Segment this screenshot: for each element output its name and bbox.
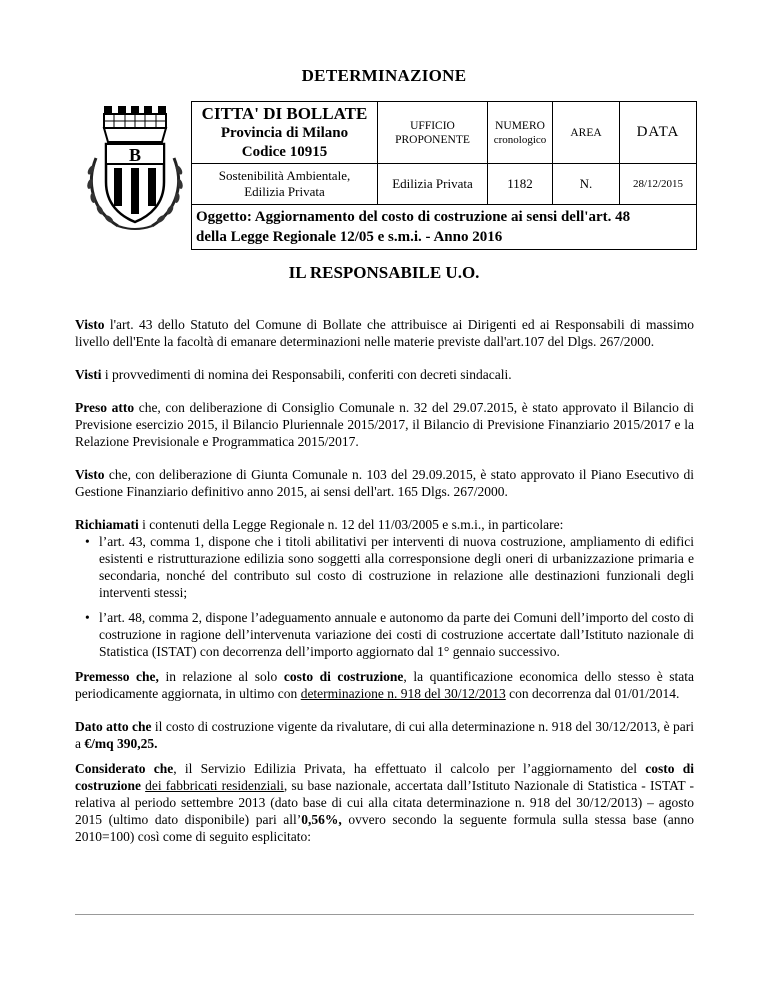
number-value-cell: 1182	[488, 164, 553, 205]
number-header-line1: NUMERO	[495, 119, 545, 132]
paragraph-lead: Preso atto	[75, 400, 135, 415]
paragraph-emphasis: costo di costruzione	[75, 761, 694, 793]
subject-cell	[192, 205, 697, 250]
paragraph-visto-statuto	[75, 316, 694, 350]
paragraph-preso-atto	[75, 399, 694, 450]
article-list	[75, 533, 694, 660]
paragraph-text: i contenuti della Legge Regionale n. 12 del 11/03/2005 e s.m.i., in particolare:	[138, 517, 564, 532]
paragraph-text: , su base nazionale, accertata dall’Istituto Nazionale di Statistica - ISTAT - relativa al periodo settembre 2013 (dato base di cui alla citata determinazione n. 918 del 30/12/2013) – agosto 2015 (ultimo dato disponibile) pari all’	[75, 778, 695, 827]
determination-reference: determinazione n. 918 del 30/12/2013	[300, 686, 506, 701]
city-cell	[192, 102, 378, 164]
sector-cell	[192, 164, 378, 205]
subject-line2: della Legge Regionale 12/05 e s.m.i. - Anno 2016	[196, 229, 503, 245]
paragraph-lead: Visto	[75, 317, 105, 332]
paragraph-lead: Visti	[75, 367, 102, 382]
cost-value: €/mq 390,25.	[84, 736, 158, 751]
paragraph-lead: Considerato che	[75, 761, 174, 776]
paragraph-text: i provvedimenti di nomina dei Responsabili, conferiti con decreti sindacali.	[101, 367, 512, 382]
area-value-cell: N.	[553, 164, 620, 205]
residential-buildings-reference: dei fabbricati residenziali	[145, 778, 284, 793]
paragraph-text: ovvero secondo la seguente formula sulla stessa base (anno 2010=100) così come di seguito esplicitato:	[75, 812, 694, 844]
paragraph-lead: Premesso che,	[75, 669, 159, 684]
date-header-cell: DATA	[620, 102, 697, 164]
paragraph-visto-giunta	[75, 466, 694, 500]
sector-line1: Sostenibilità Ambientale,	[218, 168, 351, 183]
paragraph-text: , la quantificazione economica dello stesso è stata periodicamente aggiornata, in ultimo con	[75, 669, 695, 701]
paragraph-visti-nomina	[75, 366, 694, 383]
date-value-cell: 28/12/2015	[620, 164, 697, 205]
city-code: Codice 10915	[241, 143, 328, 160]
paragraph-text: il costo di costruzione vigente da rivalutare, di cui alla determinazione n. 918 del 30/12/2013, è pari a	[75, 719, 694, 751]
paragraph-emphasis: costo di costruzione	[283, 669, 404, 684]
coat-of-arms-icon	[78, 98, 192, 234]
city-name: CITTA' DI BOLLATE	[201, 103, 368, 123]
office-header-line2: PROPONENTE	[395, 133, 470, 146]
header-table	[191, 101, 697, 250]
document-body	[75, 316, 694, 845]
paragraph-text: che, con deliberazione di Giunta Comunale n. 103 del 29.09.2015, è stato approvato il Piano Esecutivo di Gestione Finanziario definitivo anno 2015, ai sensi dell'art. 165 Dlgs. 267/2000.	[75, 467, 694, 499]
number-header-cell	[488, 102, 553, 164]
paragraph-text: , il Servizio Edilizia Privata, ha effettuato il calcolo per l’aggiornamento del	[173, 761, 646, 776]
office-value-cell: Edilizia Privata	[378, 164, 488, 205]
paragraph-lead: Richiamati	[75, 517, 139, 532]
paragraph-premesso	[75, 668, 694, 702]
paragraph-richiamati	[75, 516, 694, 533]
paragraph-lead: Dato atto che	[75, 719, 152, 734]
subject-line1: Oggetto: Aggiornamento del costo di costruzione ai sensi dell'art. 48	[196, 209, 631, 225]
section-title: IL RESPONSABILE U.O.	[288, 263, 480, 282]
office-header-cell	[378, 102, 488, 164]
area-header-cell: AREA	[553, 102, 620, 164]
document-title: DETERMINAZIONE	[301, 66, 467, 85]
list-item-art48: • l’art. 48, comma 2, dispone l’adeguamento annuale e autonomo da parte dei Comuni dell’importo del costo di costruzione in ragione dell’intervenuta variazione dei costi di costruzione accertate dall’Istituto nazionale di Statistica (ISTAT) con decorrenza dell’importo aggiornato dal 1° gennaio successivo.	[99, 609, 694, 660]
percentage-value: 0,56%,	[301, 812, 342, 827]
list-item-art43: • l’art. 43, comma 1, dispone che i titoli abilitativi per interventi di nuova costruzione, ampliamento di edifici esistenti e ristrutturazione edilizia sono soggetti alla corresponsione degli oneri di urbanizzazione primaria e secondaria, nonché del contributo sul costo di costruzione in relazione alle destinazioni funzionali degli interventi stessi;	[99, 533, 694, 601]
province-name: Provincia di Milano	[220, 124, 349, 141]
office-header-line1: UFFICIO	[410, 119, 455, 132]
svg-text:B: B	[128, 145, 142, 165]
number-header-line2: cronologico	[493, 133, 547, 146]
paragraph-text: l'art. 43 dello Statuto del Comune di Bollate che attribuisce ai Dirigenti ed ai Responsabili di massimo livello dell'Ente la facoltà di emanare determinazioni nelle materie previste dall'art.107 del Dlgs. 267/2000.	[75, 317, 694, 349]
paragraph-lead: Visto	[75, 467, 105, 482]
paragraph-text: che, con deliberazione di Consiglio Comunale n. 32 del 29.07.2015, è stato approvato il Bilancio di Previsione esercizio 2015, il Bilancio Pluriennale 2015/2017, il Bilancio di Previsione Finanziario 2015/2017 e la Relazione Previsionale e Programmatica 2015/2017.	[75, 400, 695, 449]
paragraph-dato-atto	[75, 718, 694, 752]
page-divider	[75, 914, 694, 915]
paragraph-text: in relazione al solo	[158, 669, 284, 684]
paragraph-text: con decorrenza dal 01/01/2014.	[505, 686, 680, 701]
paragraph-considerato	[75, 760, 694, 845]
sector-line2: Edilizia Privata	[244, 184, 325, 199]
